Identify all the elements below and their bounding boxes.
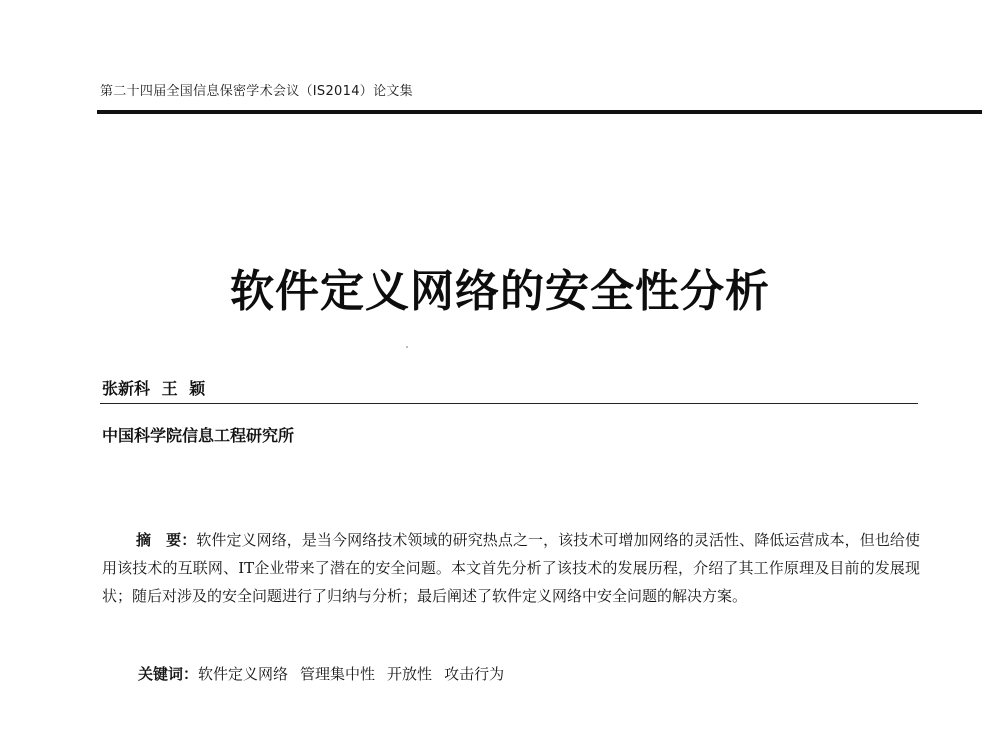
authors: 张新科 王 颖 xyxy=(102,379,206,398)
affiliation: 中国科学院信息工程研究所 xyxy=(102,426,295,445)
keyword-item: 开放性 xyxy=(387,665,433,683)
keyword-item: 软件定义网络 xyxy=(198,665,289,683)
scan-speck xyxy=(406,346,408,348)
abstract-label: 摘 要： xyxy=(136,531,197,549)
keywords-label: 关键词： xyxy=(138,665,199,683)
keywords xyxy=(138,663,516,684)
abstract xyxy=(102,526,920,610)
keyword-item: 管理集中性 xyxy=(300,665,376,683)
abstract-text: 软件定义网络，是当今网络技术领域的研究热点之一，该技术可增加网络的灵活性、降低运营成本，但也给使用该技术的互联网、IT企业带来了潜在的安全问题。本文首先分析了该技术的发展历程，介绍了其工作原理及目前的发展现状；随后对涉及的安全问题进行了归纳与分析；最后阐述了软件定义网络中安全问题的解决方案。 xyxy=(102,531,920,605)
author-rule xyxy=(100,403,918,404)
running-header: 第二十四届全国信息保密学术会议（IS2014）论文集 xyxy=(100,84,413,99)
paper-title: 软件定义网络的安全性分析 xyxy=(230,266,770,317)
keyword-item: 攻击行为 xyxy=(444,665,505,683)
header-rule xyxy=(97,110,982,114)
